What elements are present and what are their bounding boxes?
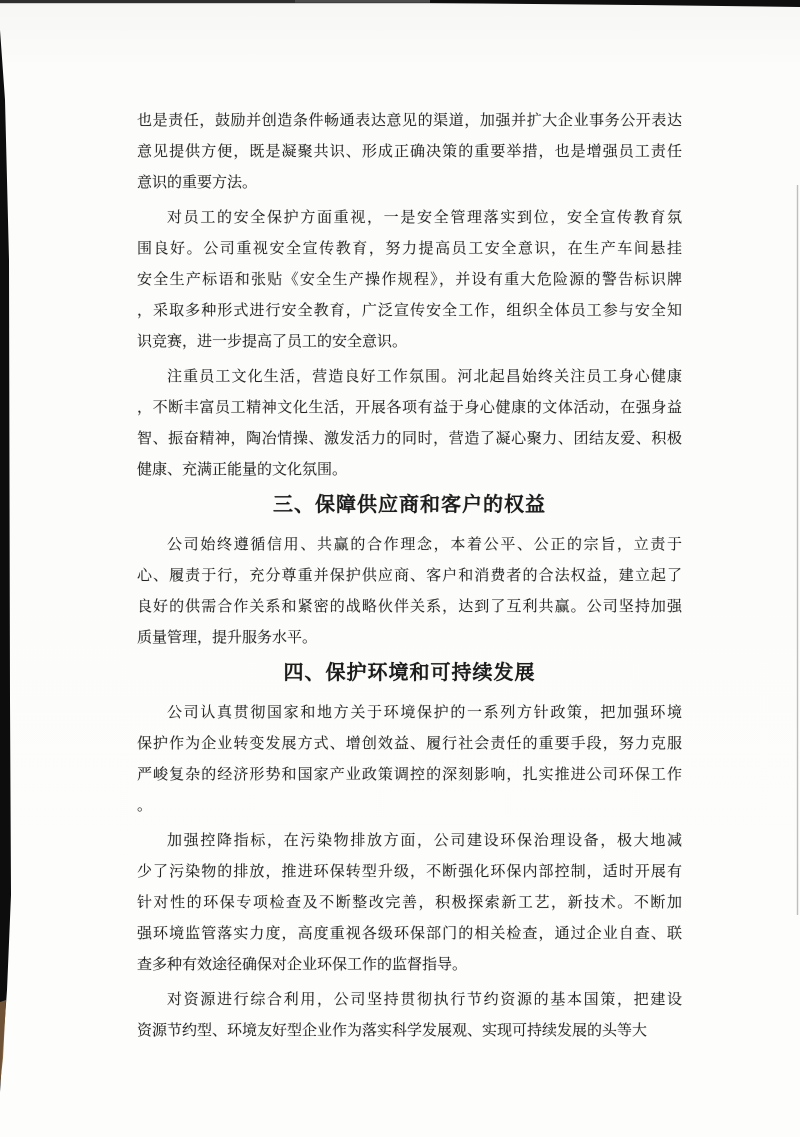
text-line: 意见提供方便，既是凝聚共识、形成正确决策的重要举措，也是增强员工责任 [137, 144, 682, 160]
section-heading: 四、保护环境和可持续发展 [283, 662, 536, 684]
scan-edge-top-smudge [295, 0, 430, 3]
section-heading: 三、保障供应商和客户的权益 [273, 494, 546, 516]
scan-stain-bottom-left [0, 1000, 6, 1085]
text-line: 质量管理，提升服务水平。 [137, 630, 318, 646]
body-paragraph [137, 106, 682, 199]
body-paragraph [137, 530, 682, 654]
text-line: 识竞赛，进一步提高了员工的安全意识。 [137, 334, 408, 350]
text-line: 良好的供需合作关系和紧密的战略伙伴关系，达到了互利共赢。公司坚持加强 [137, 599, 682, 615]
text-line: 针对性的环保专项检查及不断整改完善，积极探索新工艺，新技术。不断加 [137, 895, 682, 911]
text-line: 心、履责于行，充分尊重并保护供应商、客户和消费者的合法权益，建立起了 [137, 568, 682, 584]
text-line: 公司认真贯彻国家和地方关于环境保护的一系列方针政策，把加强环境 [167, 705, 682, 721]
scan-edge-right-line [797, 185, 798, 915]
body-paragraph [137, 203, 682, 358]
text-line: 对员工的安全保护方面重视，一是安全管理落实到位，安全宣传教育氛 [167, 210, 682, 226]
text-line: 加强控降指标，在污染物排放方面，公司建设环保治理设备，极大地减 [167, 833, 682, 849]
body-paragraph [137, 985, 682, 1047]
text-line: 安全生产标语和张贴《安全生产操作规程》，并设有重大危险源的警告标识牌 [137, 272, 682, 288]
scan-edge-top [0, 0, 800, 3]
text-line: ，采取多种形式进行安全教育，广泛宣传安全工作，组织全体员工参与安全知 [137, 303, 682, 319]
body-paragraph [137, 362, 682, 486]
text-line: 公司始终遵循信用、共赢的合作理念，本着公平、公正的宗旨，立责于 [167, 537, 682, 553]
text-line: 围良好。公司重视安全宣传教育，努力提高员工安全意识，在生产车间悬挂 [137, 241, 682, 257]
text-line: 资源节约型、环境友好型企业作为落实科学发展观、实现可持续发展的头等大 [137, 1023, 648, 1039]
text-line: 查多种有效途径确保对企业环保工作的监督指导。 [137, 957, 468, 973]
text-line: 意识的重要方法。 [137, 175, 258, 191]
text-line: ，不断丰富员工精神文化生活，开展各项有益于身心健康的文体活动，在强身益 [137, 400, 682, 416]
text-line: 强环境监管落实力度，高度重视各级环保部门的相关检查，通过企业自查、联 [137, 926, 682, 942]
body-paragraph [137, 698, 682, 822]
scan-edge-left [0, 30, 11, 1092]
text-line: 严峻复杂的经济形势和国家产业政策调控的深刻影响，扎实推进公司环保工作 [137, 767, 682, 783]
text-line: 注重员工文化生活，营造良好工作氛围。河北起昌始终关注员工身心健康 [167, 369, 682, 385]
text-line: 少了污染物的排放，推进环保转型升级，不断强化环保内部控制，适时开展有 [137, 864, 682, 880]
text-line: 也是责任，鼓励并创造条件畅通表达意见的渠道，加强并扩大企业事务公开表达 [137, 113, 682, 129]
text-line: 智、振奋精神，陶冶情操、激发活力的同时，营造了凝心聚力、团结友爱、积极 [137, 431, 682, 447]
scan-edge-top-right [430, 0, 800, 7]
body-paragraph [137, 826, 682, 981]
text-line: 。 [137, 798, 153, 814]
text-column [137, 106, 682, 1051]
text-line: 健康、充满正能量的文化氛围。 [137, 462, 348, 478]
text-line: 对资源进行综合利用，公司坚持贯彻执行节约资源的基本国策，把建设 [167, 992, 682, 1008]
text-line: 保护作为企业转变发展方式、增创效益、履行社会责任的重要手段，努力克服 [137, 736, 682, 752]
